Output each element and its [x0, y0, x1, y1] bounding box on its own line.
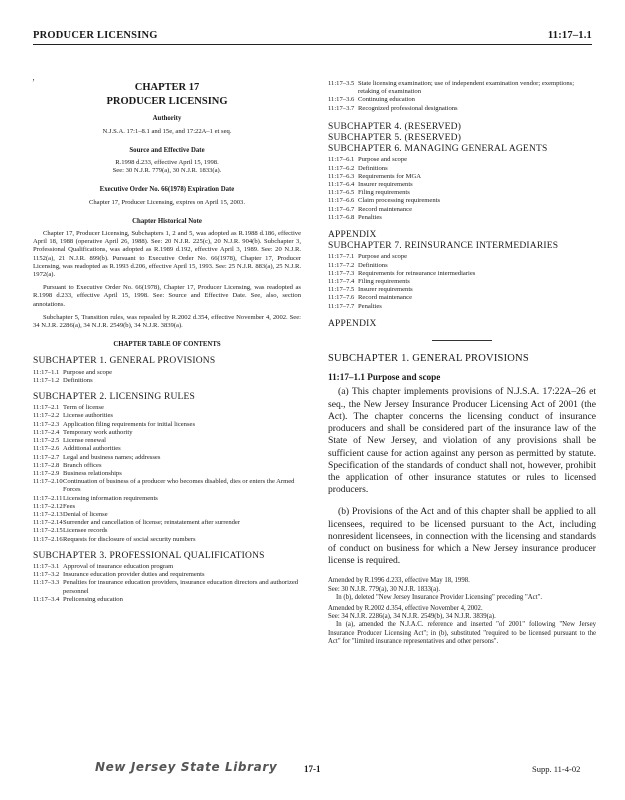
toc-title: License renewal	[63, 437, 107, 445]
toc-number: 11:17–2.9	[33, 469, 60, 477]
toc-row	[328, 294, 596, 302]
toc-title: Additional authorities	[63, 445, 121, 453]
toc-title: Filing requirements	[358, 189, 410, 197]
toc-row	[328, 270, 596, 278]
toc-heading: CHAPTER TABLE OF CONTENTS	[113, 341, 221, 349]
toc-row	[33, 511, 301, 519]
toc-title: Penalties	[358, 302, 382, 310]
note-line: Amended by R.1996 d.233, effective May 18, 1998.	[328, 577, 470, 585]
toc-subchapter-7: SUBCHAPTER 7. REINSURANCE INTERMEDIARIES	[328, 241, 559, 252]
left-column	[33, 80, 301, 604]
toc-title: Branch offices	[63, 461, 102, 469]
toc-row	[328, 189, 596, 197]
toc-number: 11:17–6.7	[328, 205, 355, 213]
toc-row	[33, 404, 301, 412]
source-heading: Source and Effective Date	[129, 146, 205, 154]
toc-title: Record maintenance	[358, 205, 413, 213]
history-para-2: Pursuant to Executive Order No. 66(1978), Chapter 17, Producer Licensing, was readopted as R.1998 d.233, effective April 15, 1998. See: Source and Effective Date. See, also, section annotations.	[33, 284, 301, 308]
toc-number: 11:17–6.6	[328, 197, 355, 205]
page-number: 17-1	[304, 764, 321, 774]
source-line-2: See: 30 N.J.R. 779(a), 30 N.J.R. 1833(a).	[112, 167, 222, 175]
toc-number: 11:17–3.7	[328, 104, 355, 112]
paragraph-b: (b) Provisions of the Act and of this chapter shall be applied to all licensees, required to be licensed pursuant to the Act, including nonresident licensees, in connection with the licensing and standards of conduct on business for which a New Jersey insurance producer license is required.	[328, 506, 596, 567]
toc-row	[33, 579, 301, 595]
note-line: See: 30 N.J.R. 779(a), 30 N.J.R. 1833(a).	[328, 585, 441, 593]
toc-list-sub6	[328, 156, 596, 222]
toc-title: Purpose and scope	[63, 368, 113, 376]
toc-subchapter-3: SUBCHAPTER 3. PROFESSIONAL QUALIFICATIONS	[33, 550, 265, 561]
toc-title: Definitions	[358, 261, 388, 269]
section-title: 11:17–1.1 Purpose and scope	[328, 372, 441, 383]
toc-row	[328, 165, 596, 173]
toc-list-sub2	[33, 404, 301, 543]
toc-title: Prelicensing education	[63, 595, 123, 603]
toc-row	[328, 214, 596, 222]
toc-title: Requirements for reinsurance intermediaries	[358, 269, 476, 277]
toc-number: 11:17–2.13	[33, 510, 63, 518]
toc-row	[328, 105, 596, 113]
toc-title: Requests for disclosure of social security numbers	[63, 535, 196, 543]
toc-row	[328, 253, 596, 261]
toc-appendix-6: APPENDIX	[328, 230, 377, 241]
source-line-1: R.1998 d.233, effective April 15, 1998.	[115, 159, 219, 167]
toc-number: 11:17–2.6	[33, 445, 60, 453]
toc-title: Insurer requirements	[358, 181, 413, 189]
toc-row	[33, 429, 301, 437]
toc-title: Purpose and scope	[358, 253, 408, 261]
toc-number: 11:17–2.10	[33, 478, 63, 486]
toc-number: 11:17–1.1	[33, 368, 60, 376]
section-body	[328, 386, 596, 567]
toc-row	[33, 369, 301, 377]
toc-number: 11:17–7.7	[328, 302, 355, 310]
toc-row	[328, 206, 596, 214]
toc-title: Insurance education provider duties and requirements	[63, 571, 205, 579]
toc-row	[33, 495, 301, 503]
toc-number: 11:17–2.12	[33, 502, 63, 510]
toc-row	[33, 536, 301, 544]
toc-row	[33, 571, 301, 579]
toc-number: 11:17–2.5	[33, 437, 60, 445]
toc-title: State licensing examination; use of independent examination vendor; exemptions; retaking of examination	[358, 80, 575, 96]
toc-row	[328, 286, 596, 294]
toc-title: Surrender and cancellation of license; reinstatement after surrender	[63, 519, 241, 527]
toc-number: 11:17–2.1	[33, 404, 60, 412]
toc-row	[328, 156, 596, 164]
toc-number: 11:17–3.6	[328, 96, 355, 104]
toc-title: Licensee records	[63, 527, 108, 535]
supplement-date: Supp. 11-4-02	[532, 764, 581, 774]
toc-row	[33, 563, 301, 571]
toc-title: Claim processing requirements	[358, 197, 441, 205]
toc-number: 11:17–7.5	[328, 286, 355, 294]
toc-row	[328, 181, 596, 189]
toc-title: License authorities	[63, 412, 113, 420]
toc-row	[33, 470, 301, 478]
toc-number: 11:17–7.6	[328, 294, 355, 302]
toc-title: Term of license	[63, 404, 104, 412]
right-column	[328, 80, 596, 649]
toc-row	[328, 80, 596, 96]
toc-title: Definitions	[63, 376, 93, 384]
toc-number: 11:17–1.2	[33, 376, 60, 384]
toc-list-sub7	[328, 253, 596, 310]
toc-title: Insurer requirements	[358, 286, 413, 294]
toc-number: 11:17–6.4	[328, 181, 355, 189]
toc-number: 11:17–2.2	[33, 412, 60, 420]
toc-row	[33, 527, 301, 535]
toc-title: Continuing education	[358, 96, 415, 104]
authority-text: N.J.S.A. 17:1–8.1 and 15e, and 17:22A–1 et seq.	[102, 127, 232, 135]
note-line: Amended by R.2002 d.354, effective November 4, 2002.	[328, 604, 483, 612]
history-para-3: Subchapter 5, Transition rules, was repealed by R.2002 d.354, effective November 4, 2002. See: 34 N.J.R. 2286(a), 34 N.J.R. 2549(b), 34 N.J.R. 3839(a).	[33, 313, 301, 330]
toc-row	[328, 96, 596, 104]
toc-number: 11:17–3.5	[328, 80, 355, 87]
history-para-1: Chapter 17, Producer Licensing, Subchapters 1, 2 and 5, was adopted as R.1988 d.186, effective April 18, 1988 (operative April 26, 1988). See: 20 N.J.R. 225(c), 20 N.J.R. 904(b). Subchapter 3, Professional Qualifications, was adopted as R.1989 d.192, effective April 3, 1989. See: 20 N.J.R. 1152(a), 21 N.J.R. 899(b). Pursuant to Executive Order No. 66(1978), Chapter 17, Producer Licensing, was readopted as R.1993 d.206, effective April 15, 1993. See: 25 N.J.R. 883(a), 25 N.J.R. 1972(a).	[33, 230, 301, 279]
toc-row	[33, 478, 301, 494]
chapter-title: PRODUCER LICENSING	[106, 96, 228, 108]
toc-number: 11:17–7.2	[328, 261, 355, 269]
toc-list-sub3-cont	[328, 80, 596, 113]
toc-title: Denial of license	[63, 510, 108, 518]
toc-row	[33, 412, 301, 420]
note-line: See: 34 N.J.R. 2286(a), 34 N.J.R. 2549(b), 34 N.J.R. 3839(a).	[328, 612, 496, 620]
authority-heading: Authority	[152, 115, 182, 123]
toc-row	[33, 503, 301, 511]
amendment-notes	[328, 577, 596, 646]
toc-row	[33, 454, 301, 462]
toc-number: 11:17–6.5	[328, 189, 355, 197]
toc-row	[328, 303, 596, 311]
toc-subchapter-1: SUBCHAPTER 1. GENERAL PROVISIONS	[33, 356, 216, 367]
toc-list-sub3	[33, 563, 301, 604]
toc-row	[328, 278, 596, 286]
toc-number: 11:17–7.3	[328, 269, 355, 277]
toc-number: 11:17–7.1	[328, 253, 355, 261]
toc-subchapter-2: SUBCHAPTER 2. LICENSING RULES	[33, 392, 196, 403]
library-watermark: New Jersey State Library	[95, 760, 278, 774]
toc-row	[33, 421, 301, 429]
toc-number: 11:17–6.2	[328, 164, 355, 172]
toc-number: 11:17–3.2	[33, 571, 60, 579]
header-title: PRODUCER LICENSING	[33, 30, 158, 41]
toc-title: Business relationships	[63, 469, 122, 477]
toc-subchapter-4: SUBCHAPTER 4. (RESERVED)	[328, 121, 462, 132]
toc-title: Record maintenance	[358, 294, 413, 302]
toc-title: Licensing information requirements	[63, 494, 158, 502]
toc-title: Temporary work authority	[63, 428, 133, 436]
toc-number: 11:17–3.3	[33, 579, 60, 587]
toc-row	[328, 197, 596, 205]
toc-title: Definitions	[358, 164, 388, 172]
toc-number: 11:17–2.8	[33, 461, 60, 469]
toc-row	[33, 437, 301, 445]
toc-number: 11:17–3.4	[33, 595, 60, 603]
toc-title: Penalties	[358, 213, 382, 221]
toc-number: 11:17–2.14	[33, 519, 63, 527]
toc-title: Fees	[63, 502, 76, 510]
toc-row	[328, 173, 596, 181]
toc-number: 11:17–2.16	[33, 535, 63, 543]
note-line: In (b), deleted "New Jersey Insurance Provider Licensing" preceding "Act".	[336, 594, 543, 602]
toc-title: Application filing requirements for initial licenses	[63, 420, 196, 428]
paragraph-a: (a) This chapter implements provisions of N.J.S.A. 17:22A–26 et seq., the New Jersey Insurance Producer Licensing Act of 2001 (the Act). The chapter concerns the licensing conduct of insurance producers and shall be considered part of the insurance law of the State of New Jersey, and violation of any provisions shall be sufficient cause for action against any person as permitted by statute. Specification of the standards of conduct shall not, however, prohibit the application of other insurance statutes or rules to licensed producers.	[328, 386, 596, 496]
chapter-number: CHAPTER 17	[134, 82, 200, 93]
history-heading: Chapter Historical Note	[132, 217, 202, 225]
toc-list-sub1	[33, 369, 301, 385]
toc-number: 11:17–2.3	[33, 420, 60, 428]
toc-appendix-7: APPENDIX	[328, 318, 377, 329]
note-line: In (a), amended the N.J.A.C. reference and inserted "of 2001" following "New Jersey Insurance Producer Licensing Act"; in (b), substituted "required to be licensed pursuant to the Act" for "limited insurance representatives and other persons".	[328, 621, 596, 646]
toc-subchapter-5: SUBCHAPTER 5. (RESERVED)	[328, 133, 462, 144]
eo-heading: Executive Order No. 66(1978) Expiration Date	[99, 186, 235, 194]
toc-number: 11:17–2.7	[33, 453, 60, 461]
toc-title: Recognized professional designations	[358, 104, 458, 112]
toc-title: Legal and business names; addresses	[63, 453, 161, 461]
margin-mark: ‚	[32, 72, 35, 82]
toc-number: 11:17–6.8	[328, 213, 355, 221]
toc-row	[33, 377, 301, 385]
toc-title: Requirements for MGA	[358, 172, 421, 180]
toc-number: 11:17–3.1	[33, 562, 60, 570]
toc-number: 11:17–6.3	[328, 172, 355, 180]
toc-title: Filing requirements	[358, 278, 410, 286]
toc-title: Continuation of business of a producer who becomes disabled, dies or enters the Armed Forces	[63, 478, 295, 494]
toc-number: 11:17–2.4	[33, 428, 60, 436]
toc-title: Purpose and scope	[358, 156, 408, 164]
toc-number: 11:17–2.11	[33, 494, 63, 502]
running-header	[33, 30, 592, 45]
toc-row	[33, 445, 301, 453]
toc-row	[33, 519, 301, 527]
header-section: 11:17–1.1	[547, 30, 592, 41]
subchapter-1-heading: SUBCHAPTER 1. GENERAL PROVISIONS	[328, 353, 529, 365]
toc-number: 11:17–6.1	[328, 156, 355, 164]
section-divider	[432, 340, 492, 341]
toc-number: 11:17–7.4	[328, 278, 355, 286]
toc-row	[33, 596, 301, 604]
toc-row	[328, 262, 596, 270]
toc-subchapter-6: SUBCHAPTER 6. MANAGING GENERAL AGENTS	[328, 144, 548, 155]
toc-row	[33, 462, 301, 470]
toc-title: Approval of insurance education program	[63, 562, 174, 570]
eo-text: Chapter 17, Producer Licensing, expires on April 15, 2003.	[88, 198, 246, 206]
toc-title: Penalties for insurance education providers, insurance education directors and authorized personnel	[63, 579, 299, 595]
toc-number: 11:17–2.15	[33, 527, 63, 535]
